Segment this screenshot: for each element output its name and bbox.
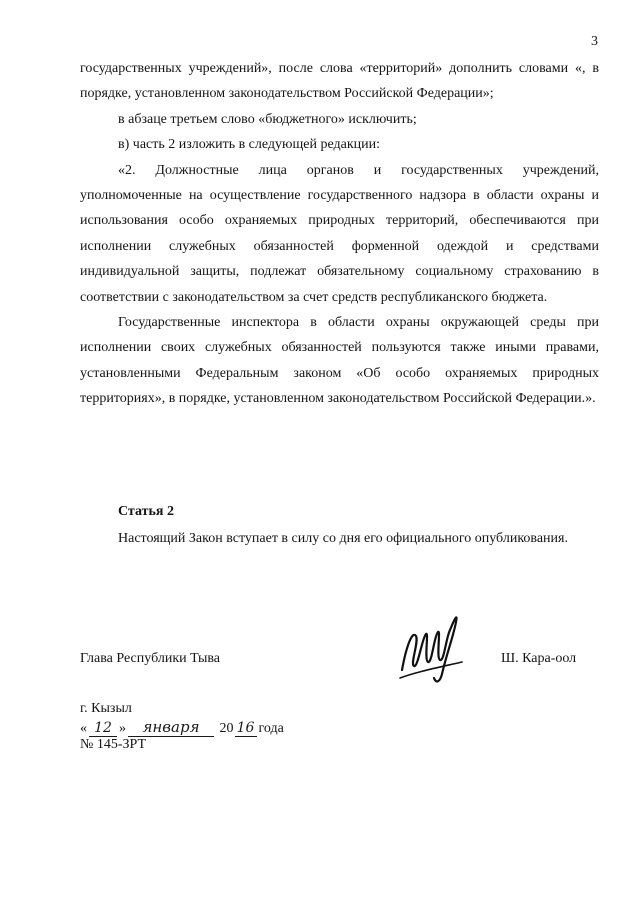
date-quote-open: « xyxy=(80,721,87,736)
date-quote-close: » xyxy=(119,721,126,736)
document-body xyxy=(80,56,599,412)
paragraph-continuation: государственных учреждений», после слова «территорий» дополнить словами «, в порядке, установленном законодательством Российской Федерации»; xyxy=(80,61,599,102)
article-body xyxy=(80,526,599,552)
date-year-suffix: 16 xyxy=(235,720,257,737)
article-text: Настоящий Закон вступает в силу со дня его официального опубликования. xyxy=(118,531,568,546)
date-day: 12 xyxy=(89,720,117,737)
date-word: года xyxy=(258,721,284,736)
signing-date xyxy=(80,718,284,737)
place-of-signing: г. Кызыл xyxy=(80,701,132,716)
page-number: 3 xyxy=(591,34,598,49)
date-year-prefix: 20 xyxy=(219,721,234,736)
paragraph-abzac-three: в абзаце третьем слово «бюджетного» исключить; xyxy=(118,111,417,127)
handwritten-signature xyxy=(396,608,470,686)
paragraph-officials: «2. Должностные лица органов и государственных учреждений, уполномоченные на осуществление государственного надзора в области охраны и использования особо охраняемых природных территорий, обеспечиваются при исполнении служебных обязанностей форменной одеждой и средствами индивидуальной защиты, подлежат обязательному социальному страхованию в соответствии с законодательством за счет средств республиканского бюджета. xyxy=(80,162,599,305)
signatory-name: Ш. Кара-оол xyxy=(501,651,577,666)
article-title: Статья 2 xyxy=(118,504,174,519)
law-number: № 145-ЗРТ xyxy=(80,737,147,752)
paragraph-part-two: в) часть 2 изложить в следующей редакции: xyxy=(118,137,381,153)
date-month: января xyxy=(128,718,214,737)
paragraph-inspectors: Государственные инспектора в области охраны окружающей среды при исполнении своих служебных обязанностей пользуются также иными правами, установленными Федеральным законом «Об особо охраняемых природных территориях», в порядке, установленном законодательством Российской Федерации.». xyxy=(80,315,599,407)
signatory-title: Глава Республики Тыва xyxy=(80,651,221,666)
